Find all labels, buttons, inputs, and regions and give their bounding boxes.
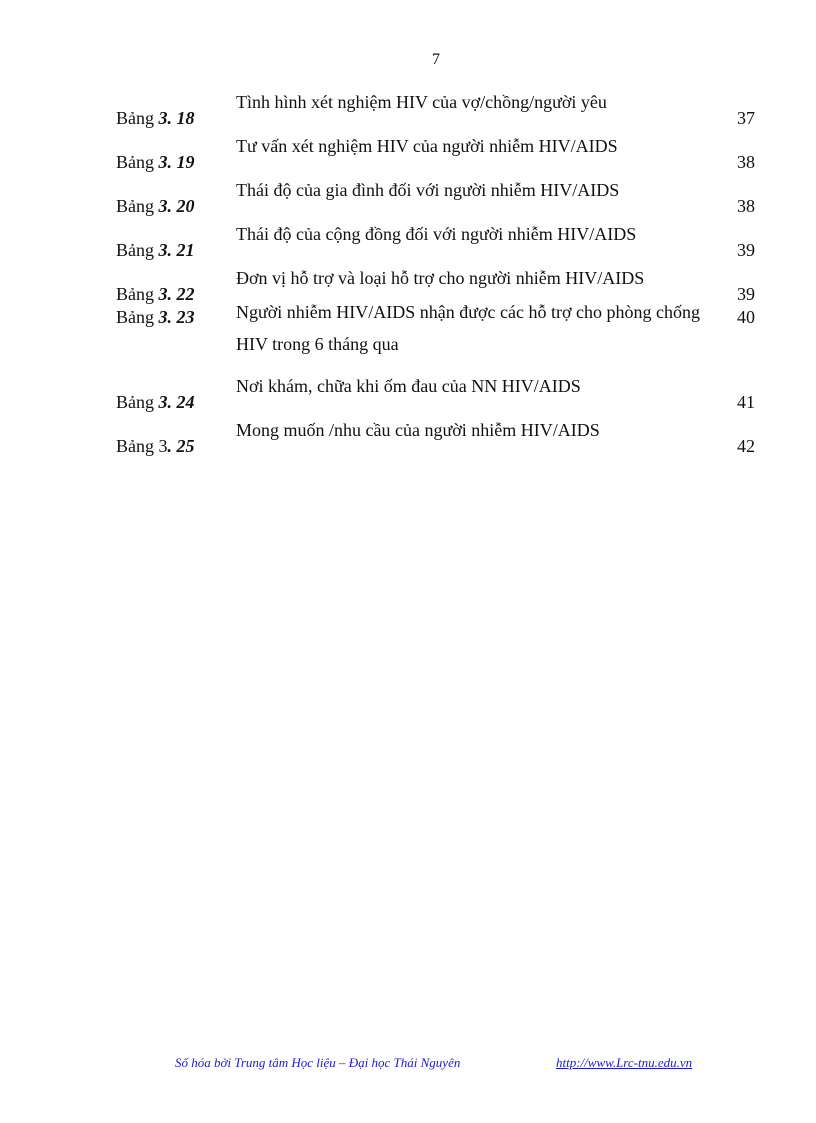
table-title: Thái độ của cộng đồng đối với người nhiễm HIV/AIDS [236, 224, 637, 244]
page-ref: 37 [737, 108, 755, 128]
table-number: 3. 23 [158, 307, 195, 327]
table-title: Tư vấn xét nghiệm HIV của người nhiễm HIV/AIDS [236, 136, 618, 156]
page-ref: 42 [737, 436, 755, 456]
table-label-prefix: Bảng [116, 392, 159, 412]
table-title: Nơi khám, chữa khi ốm đau của NN HIV/AIDS [236, 376, 581, 396]
toc-entry [0, 218, 816, 262]
table-label [116, 107, 226, 129]
footer-link[interactable]: http://www.Lrc-tnu.edu.vn [556, 1055, 693, 1070]
toc-entry [0, 414, 816, 458]
page-ref: 40 [737, 307, 755, 327]
table-label [116, 306, 226, 328]
table-label [116, 239, 226, 261]
page-ref: 38 [737, 152, 755, 172]
table-label-prefix: Bảng [116, 108, 159, 128]
table-label-prefix: Bảng [116, 152, 159, 172]
table-label-prefix: Bảng [116, 240, 159, 260]
page-number: 7 [432, 51, 440, 68]
table-label-prefix: Bảng [116, 307, 159, 327]
table-number: . 25 [167, 436, 195, 456]
table-number: 3. 20 [158, 196, 195, 216]
page-ref: 39 [737, 284, 755, 304]
toc-entry [0, 174, 816, 218]
table-label-prefix: Bảng [116, 284, 159, 304]
table-title: Thái độ của gia đình đối với người nhiễm HIV/AIDS [236, 180, 620, 200]
page-ref: 39 [737, 240, 755, 260]
table-label-prefix: Bảng 3 [116, 436, 168, 456]
page-ref: 38 [737, 196, 755, 216]
page-ref: 41 [737, 392, 755, 412]
table-label [116, 151, 226, 173]
table-list [0, 86, 816, 458]
footer [0, 1055, 816, 1075]
toc-entry [0, 86, 816, 130]
table-number: 3. 22 [158, 284, 195, 304]
table-number: 3. 24 [158, 392, 195, 412]
table-label [116, 435, 226, 457]
table-label [116, 391, 226, 413]
table-number: 3. 21 [158, 240, 195, 260]
table-label-prefix: Bảng [116, 196, 159, 216]
table-title: Người nhiễm HIV/AIDS nhận được các hỗ trợ cho phòng chống HIV trong 6 tháng qua [236, 302, 700, 354]
footer-credit: Số hóa bởi Trung tâm Học liệu – Đại học Thái Nguyên [175, 1055, 461, 1070]
toc-entry [0, 130, 816, 174]
table-title: Mong muốn /nhu cầu của người nhiễm HIV/AIDS [236, 420, 600, 440]
table-label [116, 283, 226, 305]
table-number: 3. 18 [158, 108, 195, 128]
table-title: Tình hình xét nghiệm HIV của vợ/chồng/người yêu [236, 92, 607, 112]
toc-entry [0, 302, 816, 370]
table-number: 3. 19 [158, 152, 195, 172]
toc-entry [0, 370, 816, 414]
table-label [116, 195, 226, 217]
table-title: Đơn vị hỗ trợ và loại hỗ trợ cho người nhiễm HIV/AIDS [236, 268, 645, 288]
